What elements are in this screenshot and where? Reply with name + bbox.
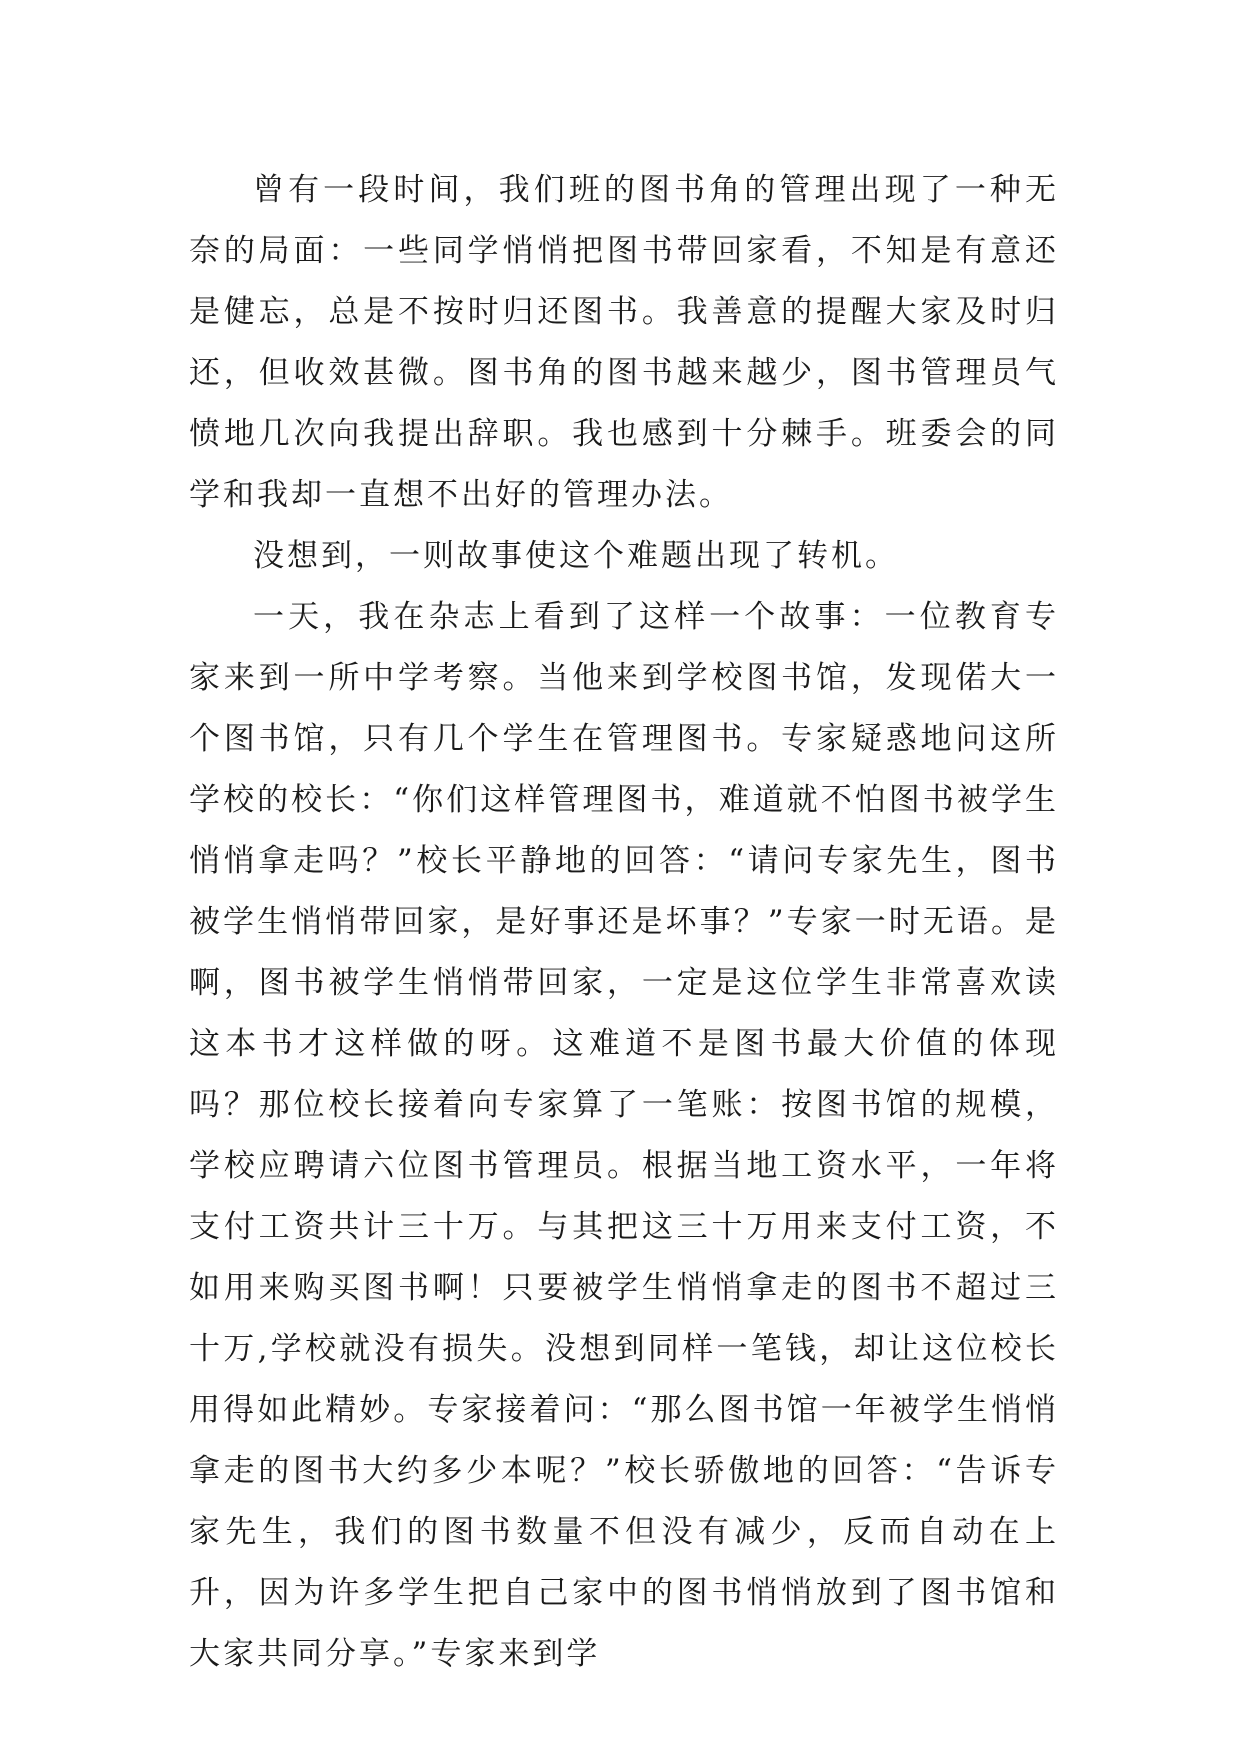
paragraph-turning-point: 没想到，一则故事使这个难题出现了转机。 <box>253 538 899 574</box>
paragraph-library-problem: 曾有一段时间，我们班的图书角的管理出现了一种无奈的局面：一些同学悄悄把图书带回家看，不知是有意还是健忘，总是不按时归还图书。我善意的提醒大家及时归还，但收效甚微。图书角的图书越来越少，图书管理员气愤地几次向我提出辞职。我也感到十分棘手。班委会的同学和我却一直想不出好的管理办法。 <box>189 172 1059 513</box>
paragraph-story: 一天，我在杂志上看到了这样一个故事：一位教育专家来到一所中学考察。当他来到学校图书馆，发现偌大一个图书馆，只有几个学生在管理图书。专家疑惑地问这所学校的校长：“你们这样管理图书，难道就不怕图书被学生悄悄拿走吗？”校长平静地的回答：“请问专家先生，图书被学生悄悄带回家，是好事还是坏事？”专家一时无语。是啊，图书被学生悄悄带回家，一定是这位学生非常喜欢读这本书才这样做的呀。这难道不是图书最大价值的体现吗？那位校长接着向专家算了一笔账：按图书馆的规模，学校应聘请六位图书管理员。根据当地工资水平，一年将支付工资共计三十万。与其把这三十万用来支付工资，不如用来购买图书啊！只要被学生悄悄拿走的图书不超过三十万,学校就没有损失。没想到同样一笔钱，却让这位校长用得如此精妙。专家接着问：“那么图书馆一年被学生悄悄拿走的图书大约多少本呢？”校长骄傲地的回答：“告诉专家先生，我们的图书数量不但没有减少，反而自动在上升，因为许多学生把自己家中的图书悄悄放到了图书馆和大家共同分享。”专家来到学 <box>189 599 1059 1672</box>
body-text <box>189 160 1059 1685</box>
